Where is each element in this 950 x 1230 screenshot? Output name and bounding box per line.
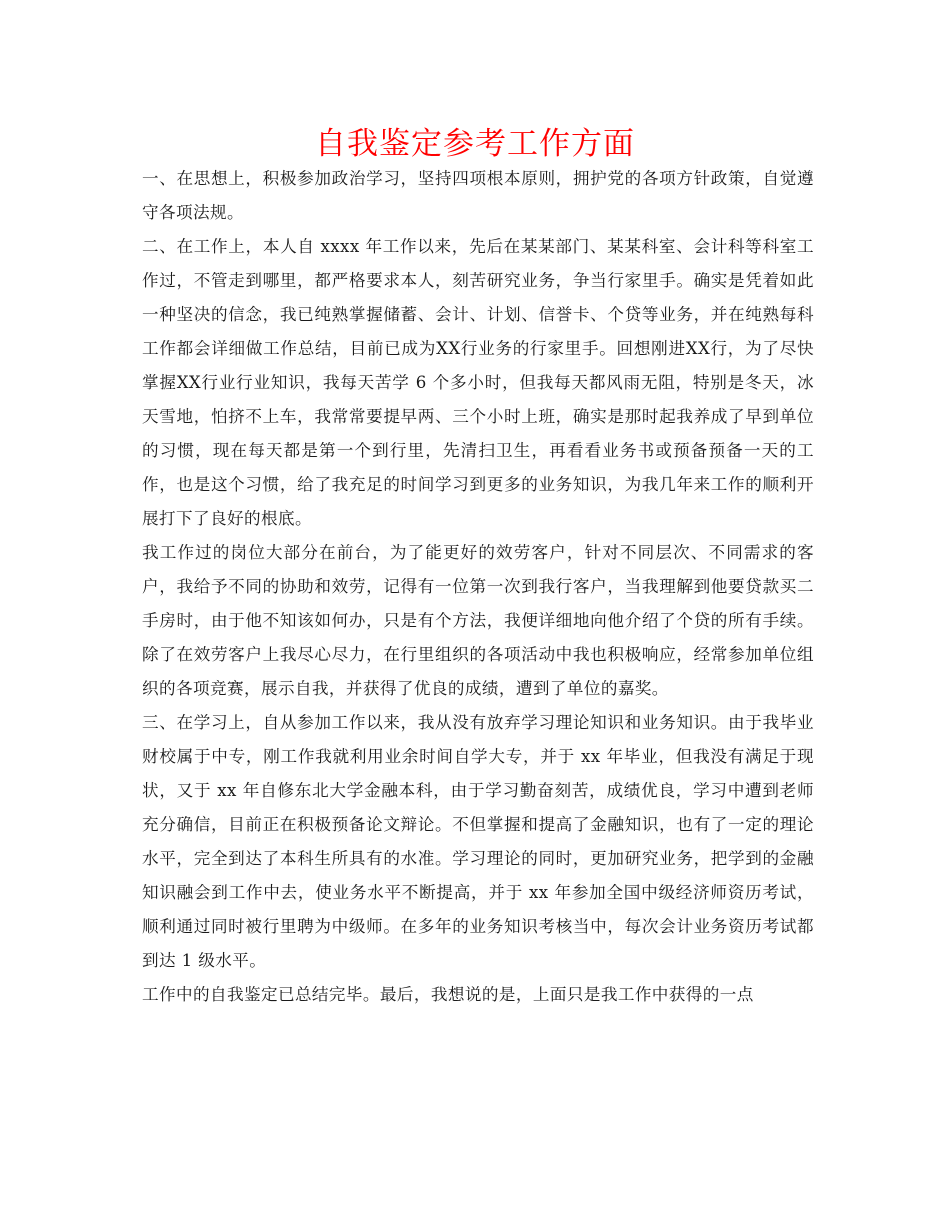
paragraph-study: 三、在学习上，自从参加工作以来，我从没有放弃学习理论知识和业务知识。由于我毕业财校属于中专，刚工作我就利用业余时间自学大专，并于 xx 年毕业，但我没有满足于现状，又于 xx 年自修东北大学金融本科，由于学习勤奋刻苦，成绩优良，学习中遭到老师充分确信，目前正在积极预备论文辩论。不但掌握和提高了金融知识，也有了一定的理论水平，完全到达了本科生所具有的水准。学习理论的同时，更加研究业务，把学到的金融知识融会到工作中去，使业务水平不断提高，并于 xx 年参加全国中级经济师资历考试，顺利通过同时被行里聘为中级师。在多年的业务知识考核当中，每次会计业务资历考试都到达 1 级水平。 (142, 713, 814, 970)
document-body (142, 162, 814, 1012)
paragraph-work: 二、在工作上，本人自 xxxx 年工作以来，先后在某某部门、某某科室、会计科等科室工作过，不管走到哪里，都严格要求本人，刻苦研究业务，争当行家里手。确实是凭着如此一种坚决的信念，我已纯熟掌握储蓄、会计、计划、信誉卡、个贷等业务，并在纯熟每科工作都会详细做工作总结，目前已成为XX行业务的行家里手。回想刚进XX行，为了尽快掌握XX行业行业知识，我每天苦学 6 个多小时，但我每天都风雨无阻，特别是冬天，冰天雪地，怕挤不上车，我常常要提早两、三个小时上班，确实是那时起我养成了早到单位的习惯，现在每天都是第一个到行里，先清扫卫生，再看看业务书或预备预备一天的工作，也是这个习惯，给了我充足的时间学习到更多的业务知识，为我几年来工作的顺利开展打下了良好的根底。 (142, 237, 814, 528)
paragraph-ideology: 一、在思想上，积极参加政治学习，坚持四项根本原则，拥护党的各项方针政策，自觉遵守各项法规。 (142, 169, 814, 222)
paragraph-service: 我工作过的岗位大部分在前台，为了能更好的效劳客户，针对不同层次、不同需求的客户，我给予不同的协助和效劳，记得有一位第一次到我行客户，当我理解到他要贷款买二手房时，由于他不知该如何办，只是有个方法，我便详细地向他介绍了个贷的所有手续。除了在效劳客户上我尽心尽力，在行里组织的各项活动中我也积极响应，经常参加单位组织的各项竞赛，展示自我，并获得了优良的成绩，遭到了单位的嘉奖。 (142, 543, 814, 698)
paragraph-conclusion: 工作中的自我鉴定已总结完毕。最后，我想说的是，上面只是我工作中获得的一点 (142, 985, 754, 1004)
page-title: 自我鉴定参考工作方面 (315, 126, 635, 162)
